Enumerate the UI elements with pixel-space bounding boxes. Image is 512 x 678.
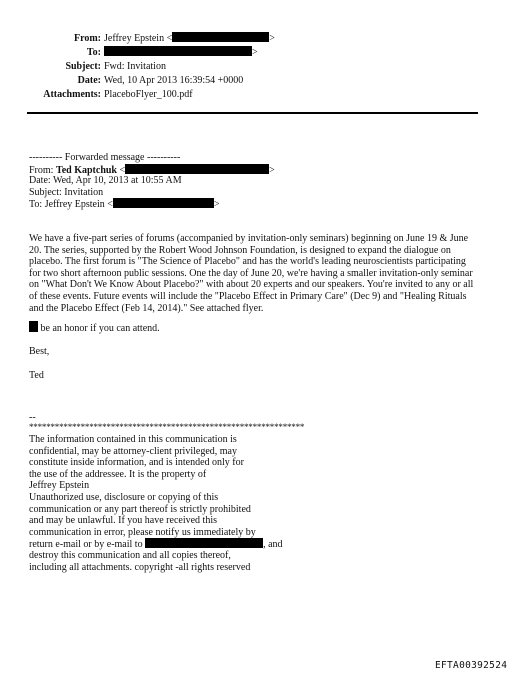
signature-dash: -- bbox=[29, 412, 36, 423]
notice-line: confidential, may be attorney-client privileged, may bbox=[29, 445, 237, 457]
to-label: To: bbox=[86, 47, 101, 58]
attachments-label: Attachments: bbox=[43, 89, 101, 100]
message-line: We have a five-part series of forums (accompanied by invitation-only seminars) beginning on June 19 & June bbox=[29, 233, 469, 244]
notice-line: Jeffrey Epstein bbox=[29, 480, 90, 492]
email-line-suffix: , and bbox=[263, 539, 283, 551]
document-id: EFTA00392524 bbox=[435, 660, 508, 671]
notice-line bbox=[29, 538, 283, 550]
from-close: > bbox=[269, 33, 275, 44]
message-line: of these events. Future events will include the "Placebo Effect in Primary Care" (Dec 9) and "Healing Rituals bbox=[29, 290, 467, 302]
notice-line: communication or any part thereof is strictly prohibited bbox=[29, 503, 251, 515]
date-label: Date: bbox=[77, 75, 101, 86]
forwarded-from-label: From: bbox=[29, 164, 56, 176]
header-date-row bbox=[40, 74, 275, 88]
forwarded-divider: ---------- Forwarded message ---------- bbox=[29, 152, 181, 163]
header-to-row bbox=[40, 46, 275, 60]
redaction-bar bbox=[29, 321, 38, 332]
attachments-value: PlaceboFlyer_100.pdf bbox=[104, 89, 193, 100]
date-value: Wed, 10 Apr 2013 16:39:54 +0000 bbox=[104, 75, 244, 86]
notice-line: destroy this communication and all copies thereof, bbox=[29, 549, 231, 561]
header-subject-row bbox=[40, 60, 275, 74]
redaction-bar bbox=[145, 538, 263, 548]
sender-name: Ted Kaptchuk bbox=[55, 164, 117, 176]
forwarded-to bbox=[29, 198, 275, 210]
forwarded-header bbox=[29, 152, 275, 210]
header-from-row bbox=[40, 32, 275, 46]
closing: Best, bbox=[29, 346, 50, 357]
email-line-prefix: return e-mail or by e-mail to bbox=[29, 539, 146, 551]
notice-line: The information contained in this communication is bbox=[29, 434, 237, 445]
notice-line: and may be unlawful. If you have received this bbox=[29, 515, 217, 527]
message-line: for two short afternoon public sessions. One the day of June 20, we're having a smaller invitation-only seminar bbox=[29, 267, 473, 279]
forwarded-to-close: > bbox=[213, 199, 220, 210]
signature: Ted bbox=[29, 370, 44, 381]
forwarded-from bbox=[29, 164, 275, 176]
forwarded-subject: Subject: Invitation bbox=[29, 186, 104, 198]
message-line: on "What Don't We Know About Placebo?" with about 20 experts and our speakers. You're invited to any or all bbox=[29, 279, 474, 291]
message-paragraph bbox=[29, 233, 497, 314]
forwarded-from-close: > bbox=[269, 164, 275, 176]
redaction-bar bbox=[113, 198, 214, 208]
notice-line: Unauthorized use, disclosure or copying of this bbox=[29, 491, 219, 503]
from-label: From: bbox=[73, 33, 101, 44]
message-line: placebo. The first forum is "The Science of Placebo" and has the world's leading neuroscientists participating bbox=[29, 256, 466, 268]
honor-line bbox=[29, 321, 160, 335]
message-line: and the Placebo Effect (Feb 14, 2014)." See attached flyer. bbox=[29, 302, 264, 314]
forwarded-from-open: < bbox=[117, 164, 126, 176]
header-divider bbox=[27, 112, 478, 114]
message-line: 20. The series, supported by the Robert Wood Johnson Foundation, is designed to expand the dialogue on bbox=[29, 244, 451, 256]
notice-line: including all attachments. copyright -all rights reserved bbox=[29, 561, 251, 573]
notice-line: communication in error, please notify us immediately by bbox=[29, 526, 256, 538]
redaction-bar bbox=[125, 164, 269, 174]
email-header bbox=[40, 32, 275, 102]
notice-line: constitute inside information, and is intended only for bbox=[29, 457, 244, 469]
header-attachments-row bbox=[40, 88, 275, 102]
asterisk-divider: **************************************************************** bbox=[29, 422, 305, 432]
forwarded-date: Date: Wed, Apr 10, 2013 at 10:55 AM bbox=[29, 175, 182, 186]
from-value: Jeffrey Epstein < bbox=[104, 33, 173, 44]
message-body bbox=[29, 233, 497, 314]
redaction-bar bbox=[172, 32, 269, 42]
confidentiality-notice bbox=[29, 434, 283, 573]
subject-value: Fwd: Invitation bbox=[104, 61, 166, 72]
to-close: > bbox=[252, 47, 258, 58]
honor-text: be an honor if you can attend. bbox=[38, 323, 160, 334]
notice-line: the use of the addressee. It is the property of bbox=[29, 468, 207, 480]
subject-label: Subject: bbox=[65, 61, 101, 72]
forwarded-to-prefix: To: Jeffrey Epstein < bbox=[29, 199, 113, 210]
redaction-bar bbox=[104, 46, 252, 56]
